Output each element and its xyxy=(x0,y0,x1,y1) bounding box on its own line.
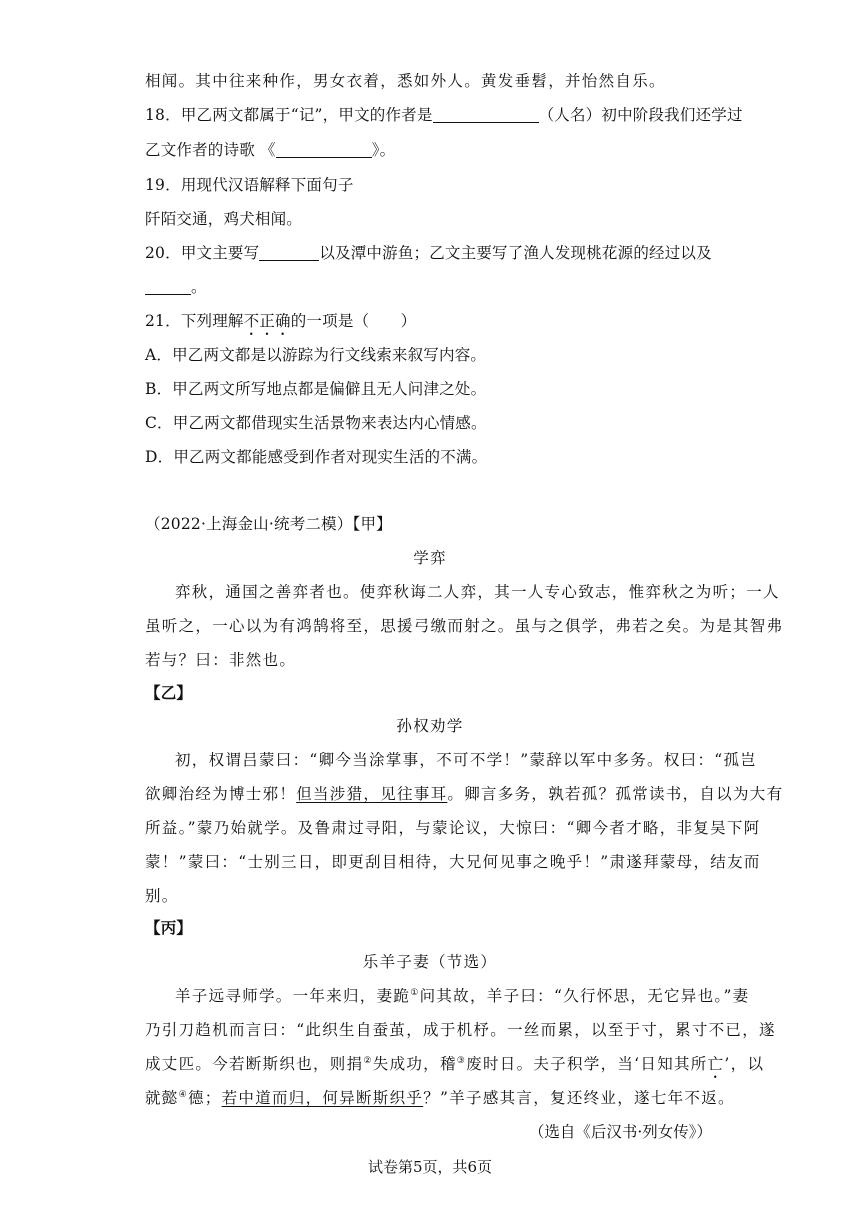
q20-blank-1[interactable] xyxy=(259,244,319,261)
bing-line-1 xyxy=(145,985,749,1007)
bing-line-4b: 德； xyxy=(187,1089,222,1107)
q18-text-3: 乙文作者的诗歌 《 xyxy=(145,141,276,159)
q21-prefix: 21．下列理解 xyxy=(145,312,244,330)
yi-line-2a: 欲卿治经为博士邪！ xyxy=(145,785,297,803)
q21-option-a[interactable]: A．甲乙两文都是以游踪为行文线索来叙写内容。 xyxy=(145,346,487,364)
yi-underlined-sentence: 但当涉猎，见往事耳 xyxy=(296,785,448,803)
question-20-line1 xyxy=(145,242,712,264)
q21-option-b[interactable]: B．甲乙两文所写地点都是偏僻且无人问津之处。 xyxy=(145,380,487,398)
yi-line-5: 别。 xyxy=(145,887,179,905)
yi-label: 【乙】 xyxy=(145,683,193,702)
yi-line-4: 蒙！”蒙曰：“士别三日，即更刮目相待，大兄何见事之晚乎！”肃遂拜蒙母，结友而 xyxy=(145,853,761,871)
bing-line-3c: 废时日。夫子积学，当‘日知其所 xyxy=(466,1055,708,1073)
q18-text-2: （人名）初中阶段我们还学过 xyxy=(538,106,743,124)
question-21-prompt xyxy=(145,310,416,339)
page-footer: 试卷第5页，共6页 xyxy=(367,1158,493,1176)
bing-line-3e: ’，以 xyxy=(724,1055,765,1073)
footnote-marker-2: ② xyxy=(363,1055,373,1066)
bing-line-3 xyxy=(145,1053,764,1082)
q21-suffix: 的一项是（ ） xyxy=(290,312,417,330)
bing-line-1a: 羊子远寻师学。一年来归，妻跪 xyxy=(175,987,411,1005)
jia-line-3: 若与？曰：非然也。 xyxy=(145,651,297,669)
question-20-line2 xyxy=(145,276,207,298)
question-19-sentence: 阡陌交通，鸡犬相闻。 xyxy=(145,210,303,228)
bing-line-2: 乃引刀趋机而言曰：“此织生自蚕茧，成于机杼。一丝而累，以至于寸，累寸不已，遂 xyxy=(145,1021,776,1039)
bing-label: 【丙】 xyxy=(145,918,193,937)
footnote-marker-4: ④ xyxy=(178,1089,188,1100)
q18-poem-blank[interactable] xyxy=(276,141,372,158)
passage-tail-line: 相闻。其中往来种作，男女衣着，悉如外人。黄发垂髫，并怡然自乐。 xyxy=(145,72,666,90)
q21-option-c[interactable]: C．甲乙两文都借现实生活景物来表达内心情感。 xyxy=(145,414,487,432)
bing-underlined-sentence: 若中道而归，何异断斯织乎 xyxy=(221,1089,424,1107)
bing-line-4a: 就懿 xyxy=(145,1089,179,1107)
yi-line-1: 初，权谓吕蒙曰：“卿今当涂掌事，不可不学！”蒙辞以军中多务。权曰：“孤岂 xyxy=(175,751,758,769)
bing-line-4 xyxy=(145,1087,735,1109)
q21-emphasis: 不正确 xyxy=(243,312,291,330)
yi-line-3: 所益。”蒙乃始就学。及鲁肃过寻阳，与蒙论议，大惊曰：“卿今者才略，非复吴下阿 xyxy=(145,819,761,837)
yi-line-2 xyxy=(145,783,783,805)
q18-text-1: 18．甲乙两文都属于“记”，甲文的作者是 xyxy=(145,106,433,124)
q20-text-2: 以及潭中游鱼；乙文主要写了渔人发现桃花源的经过以及 xyxy=(319,244,712,262)
bing-line-1b: 问其故，羊子曰：“久行怀思，无它异也。”妻 xyxy=(419,987,750,1005)
bing-title: 乐羊子妻（节选） xyxy=(362,953,498,971)
q21-option-d[interactable]: D．甲乙两文都能感受到作者对现实生活的不满。 xyxy=(145,448,488,466)
bing-source: （选自《后汉书·列女传》） xyxy=(528,1123,712,1141)
bing-emphasized-char: 亡 xyxy=(707,1055,725,1073)
jia-line-1: 弈秋，通国之善弈者也。使弈秋诲二人弈，其一人专心致志，惟弈秋之为听；一人 xyxy=(175,583,780,601)
yi-title: 孙权劝学 xyxy=(396,717,464,735)
footnote-marker-3: ③ xyxy=(456,1055,467,1066)
bing-line-4c: ？”羊子感其言，复还终业，遂七年不返。 xyxy=(423,1089,735,1107)
q18-text-4: 》。 xyxy=(371,141,396,159)
bing-line-3a: 成丈匹。今若断斯织也，则捐 xyxy=(145,1055,364,1073)
q20-text-3: 。 xyxy=(191,278,207,296)
footnote-marker-1: ① xyxy=(410,987,420,998)
question-19-prompt: 19．用现代汉语解释下面句子 xyxy=(145,176,354,194)
question-18-line1 xyxy=(145,104,743,126)
q20-blank-2[interactable] xyxy=(145,278,191,295)
q20-text-1: 20．甲文主要写 xyxy=(145,244,260,262)
yi-line-2b: 。卿言多务，孰若孤？孤常读书，自以为大有 xyxy=(447,785,784,803)
bing-line-3b: 失成功，稽 xyxy=(372,1055,457,1073)
q18-author-blank[interactable] xyxy=(433,106,539,123)
section-header: （2022·上海金山·统考二模）【甲】 xyxy=(145,515,392,533)
jia-title: 学弈 xyxy=(413,549,447,567)
question-18-line2 xyxy=(145,139,395,161)
jia-line-2: 虽听之，一心以为有鸿鹄将至，思援弓缴而射之。虽与之俱学，弗若之矣。为是其智弗 xyxy=(145,617,784,635)
